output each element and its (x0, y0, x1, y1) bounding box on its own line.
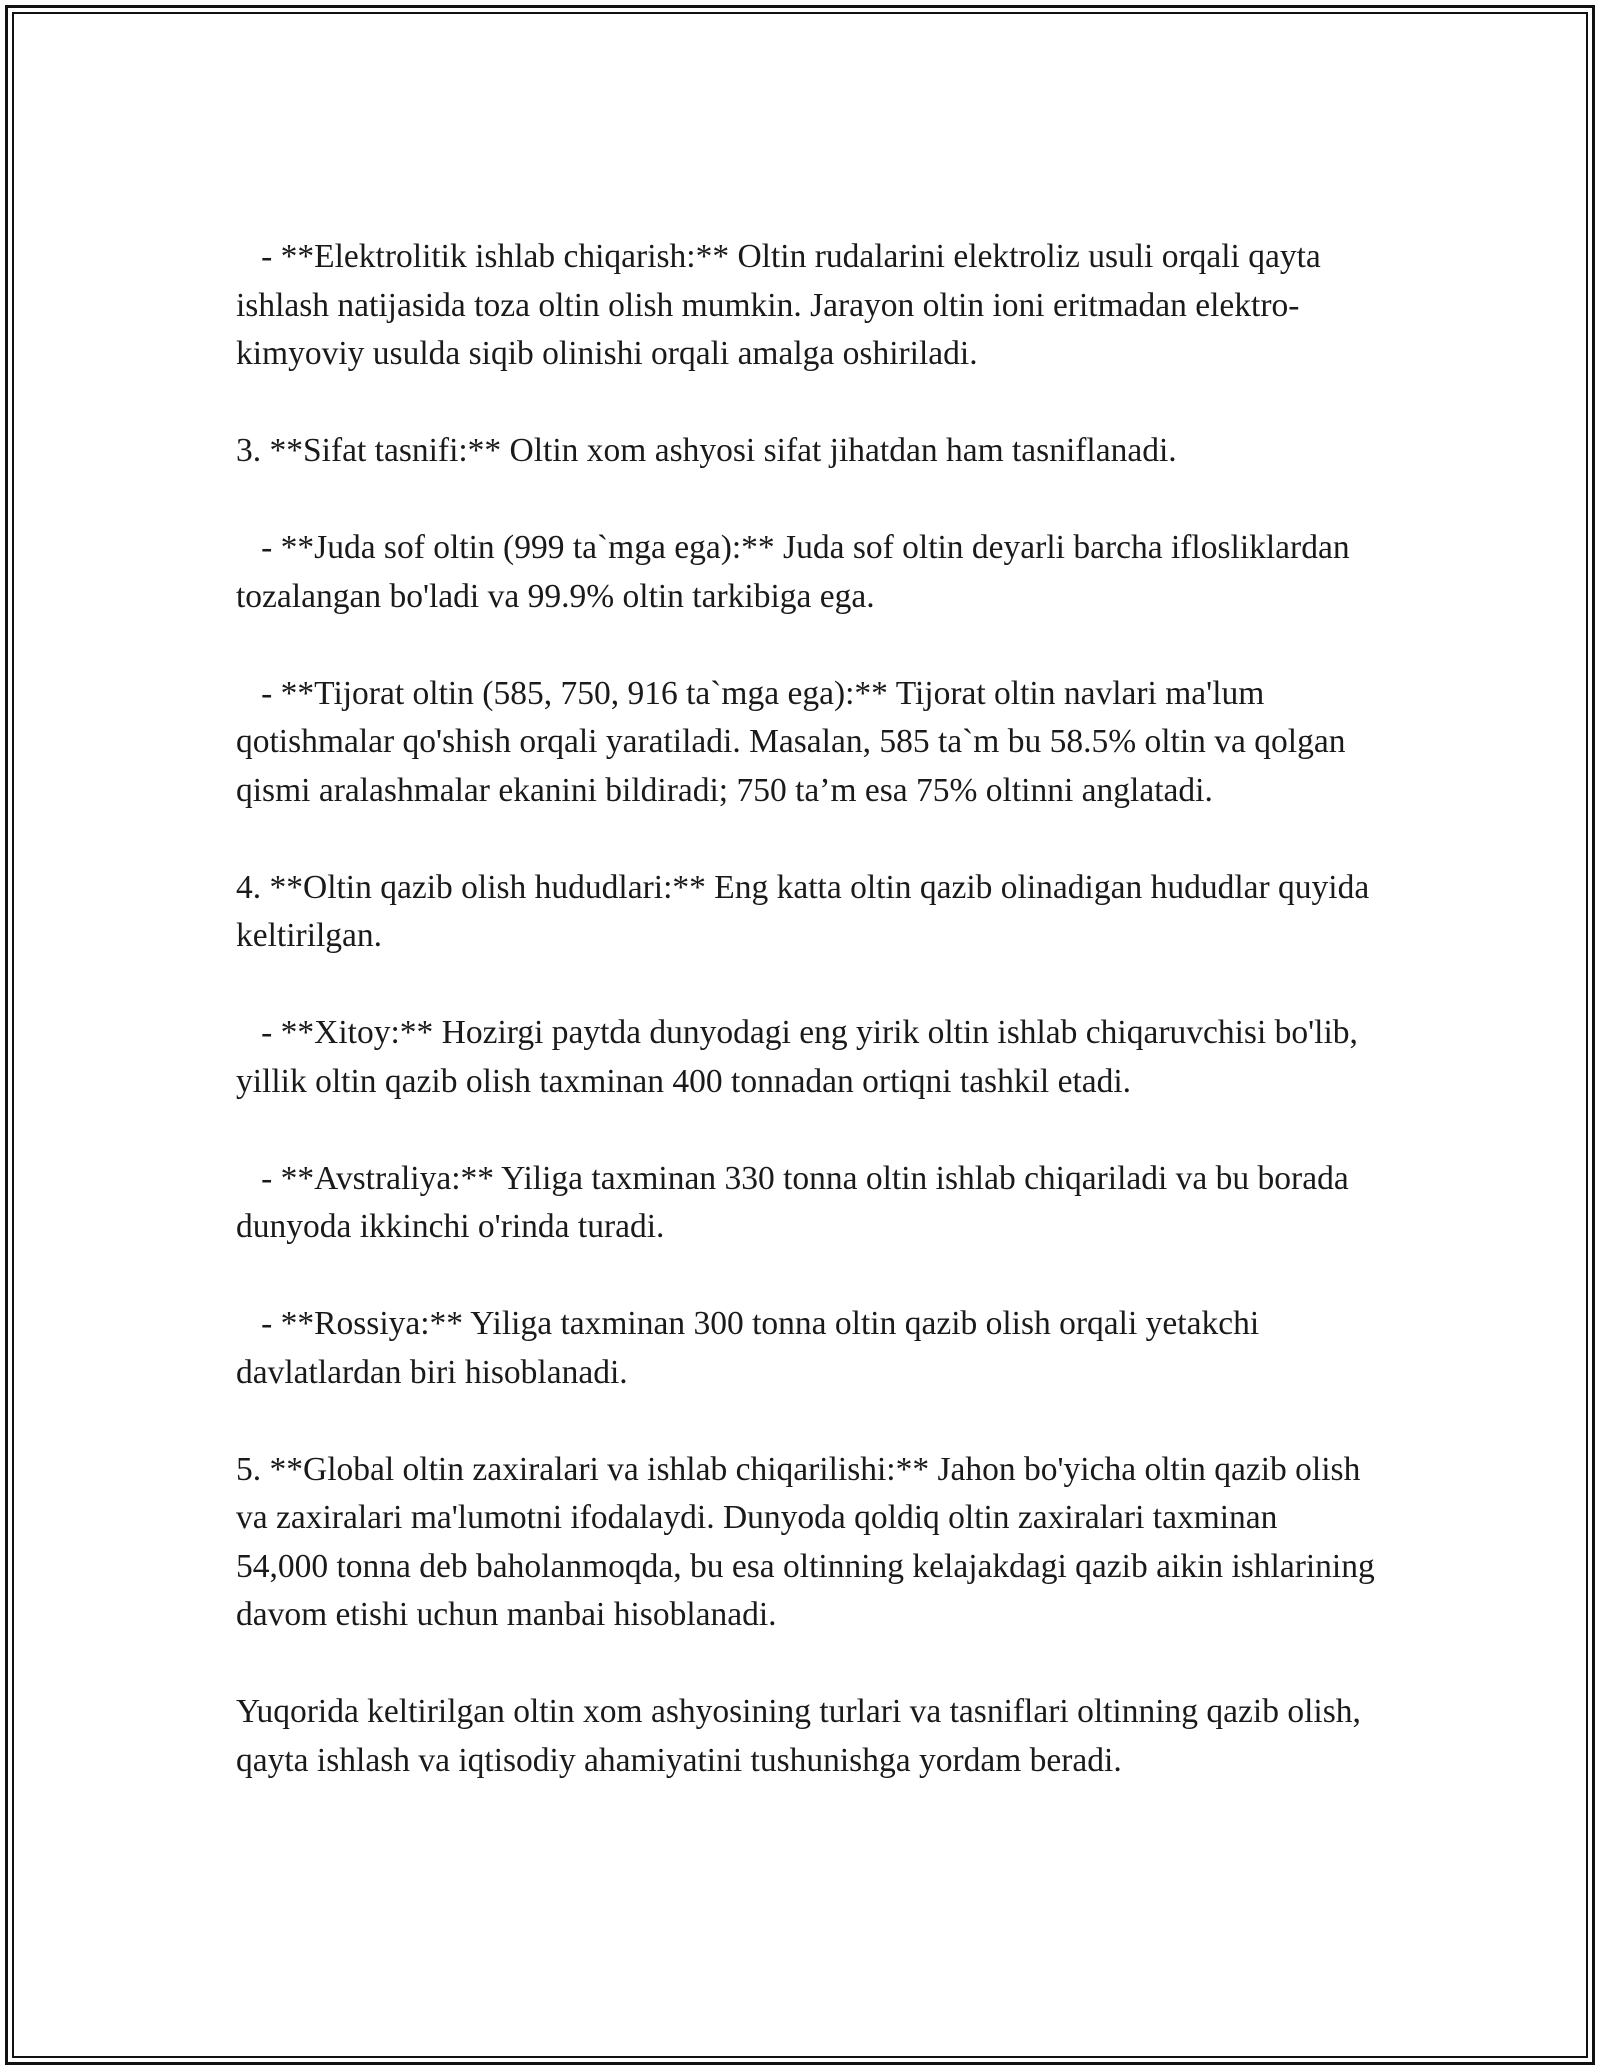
document-body (236, 233, 1384, 1785)
paragraph-russia: - **Rossiya:** Yiliga taxminan 300 tonna oltin qazib olish orqali yetakchi davlatlardan biri hisoblanadi. (236, 1305, 1268, 1391)
paragraph-commercial-gold: - **Tijorat oltin (585, 750, 916 ta`mga ega):** Tijorat oltin navlari ma'lum qotishmalar qo'shish orqali yaratiladi. Masalan, 585 ta`m bu 58.5% oltin va qolgan qismi aralashmalar ekanini bildiradi; 750 ta’m esa 75% oltinni anglatadi. (236, 674, 1354, 809)
paragraph-pure-gold: - **Juda sof oltin (999 ta`mga ega):** Juda sof oltin deyarli barcha iflosliklardan tozalangan bo'ladi va 99.9% oltin tarkibiga ega. (236, 529, 1358, 615)
paragraph-australia: - **Avstraliya:** Yiliga taxminan 330 tonna oltin ishlab chiqariladi va bu borada dunyoda ikkinchi o'rinda turadi. (236, 1159, 1358, 1245)
paragraph-electrolytic-production: - **Elektrolitik ishlab chiqarish:** Oltin rudalarini elektroliz usuli orqali qayta ishlash natijasida toza oltin olish mumkin. Jarayon oltin ioni eritmadan elektro-kimyoviy usulda siqib olinishi orqali amalga oshiriladi. (236, 238, 1330, 372)
paragraph-china: - **Xitoy:** Hozirgi paytda dunyodagi eng yirik oltin ishlab chiqaruvchisi bo'lib, yillik oltin qazib olish taxminan 400 tonnadan ortiqni tashkil etadi. (236, 1014, 1367, 1100)
paragraph-global-reserves: 5. **Global oltin zaxiralari va ishlab chiqarilishi:** Jahon bo'yicha oltin qazib olish va zaxiralari ma'lumotni ifodalaydi. Dunyoda qoldiq oltin zaxiralari taxminan 54,000 tonna deb baholanmoqda, bu esa oltinning kelajakdagi qazib aikin ishlarining davom etishi uchun manbai hisoblanadi. (236, 1450, 1384, 1633)
paragraph-quality-classification: 3. **Sifat tasnifi:** Oltin xom ashyosi sifat jihatdan ham tasniflanadi. (236, 432, 1177, 469)
paragraph-mining-regions: 4. **Oltin qazib olish hududlari:** Eng katta oltin qazib olinadigan hududlar quyida keltirilgan. (236, 868, 1378, 954)
paragraph-conclusion: Yuqorida keltirilgan oltin xom ashyosining turlari va tasniflari oltinning qazib olish, qayta ishlash va iqtisodiy ahamiyatini tushunishga yordam beradi. (236, 1693, 1370, 1779)
